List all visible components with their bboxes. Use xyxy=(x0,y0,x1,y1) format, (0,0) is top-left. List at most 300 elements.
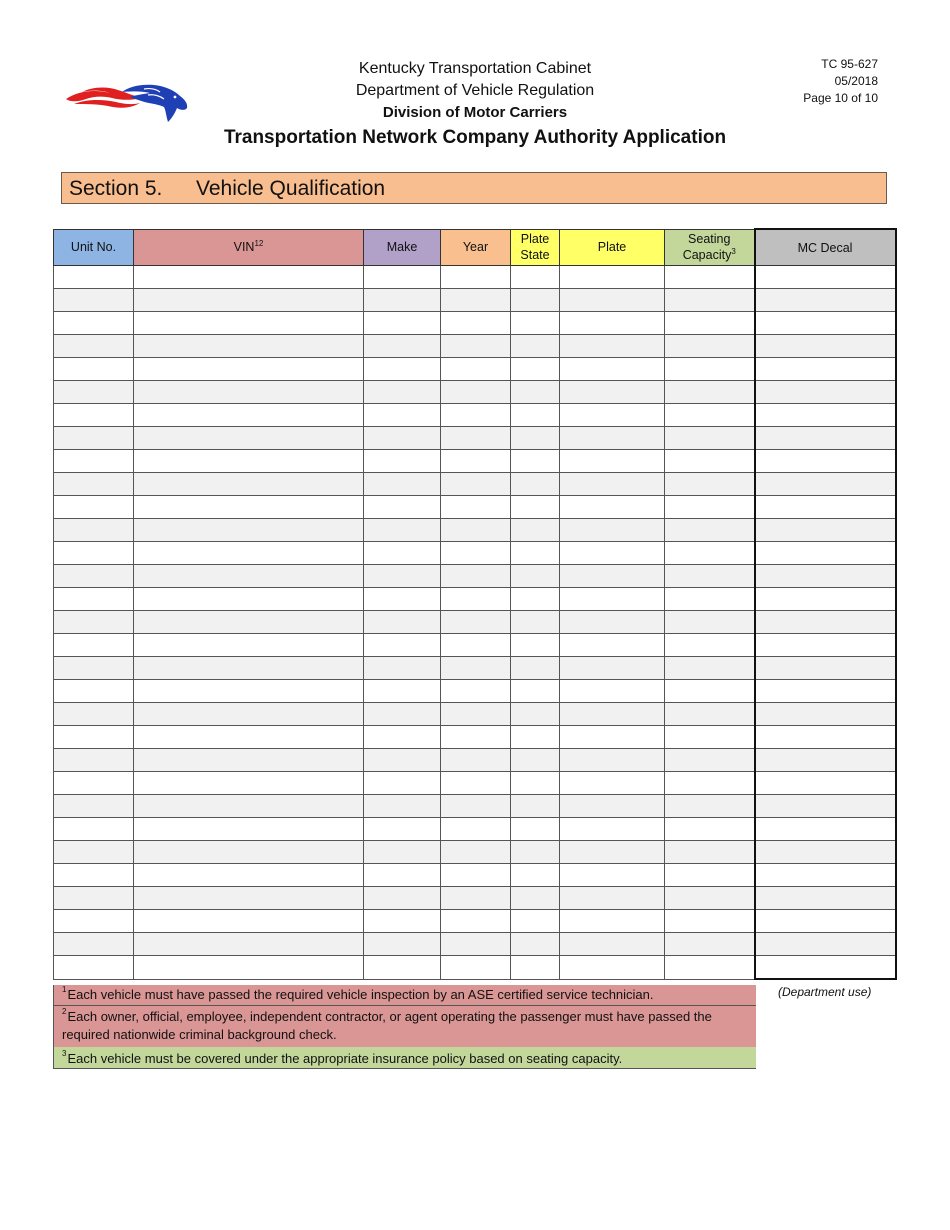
cell-make[interactable] xyxy=(364,887,441,910)
cell-mc-decal[interactable] xyxy=(755,956,896,980)
cell-vin[interactable] xyxy=(134,657,364,680)
col-header-make: Make xyxy=(364,229,441,266)
cell-unit-no[interactable] xyxy=(54,864,134,887)
cell-plate-state[interactable] xyxy=(511,841,560,864)
cell-plate[interactable] xyxy=(560,450,665,473)
cell-plate[interactable] xyxy=(560,864,665,887)
cell-year[interactable] xyxy=(441,588,511,611)
revision-date: 05/2018 xyxy=(834,74,878,88)
cell-seating-capacity[interactable] xyxy=(665,588,755,611)
cell-plate-state[interactable] xyxy=(511,266,560,289)
cell-make[interactable] xyxy=(364,864,441,887)
cell-seating-capacity[interactable] xyxy=(665,496,755,519)
cell-plate-state[interactable] xyxy=(511,519,560,542)
table-row xyxy=(54,795,896,818)
cell-make[interactable] xyxy=(364,266,441,289)
cell-plate[interactable] xyxy=(560,588,665,611)
cell-make[interactable] xyxy=(364,519,441,542)
cell-mc-decal[interactable] xyxy=(755,726,896,749)
table-row xyxy=(54,726,896,749)
cell-make[interactable] xyxy=(364,542,441,565)
cell-seating-capacity[interactable] xyxy=(665,335,755,358)
cell-seating-capacity[interactable] xyxy=(665,450,755,473)
cell-year[interactable] xyxy=(441,542,511,565)
cell-make[interactable] xyxy=(364,841,441,864)
cell-make[interactable] xyxy=(364,910,441,933)
cell-unit-no[interactable] xyxy=(54,634,134,657)
cell-plate-state[interactable] xyxy=(511,795,560,818)
cell-mc-decal[interactable] xyxy=(755,496,896,519)
table-row xyxy=(54,496,896,519)
cell-make[interactable] xyxy=(364,588,441,611)
cell-year[interactable] xyxy=(441,887,511,910)
table-row xyxy=(54,427,896,450)
cell-plate[interactable] xyxy=(560,887,665,910)
cell-plate-state[interactable] xyxy=(511,289,560,312)
col-header-vin: VIN$^{12}$ xyxy=(134,229,364,266)
cell-year[interactable] xyxy=(441,864,511,887)
cell-seating-capacity[interactable] xyxy=(665,542,755,565)
cell-mc-decal[interactable] xyxy=(755,818,896,841)
footnotes xyxy=(53,985,756,1069)
cell-mc-decal[interactable] xyxy=(755,519,896,542)
cell-mc-decal[interactable] xyxy=(755,358,896,381)
cell-plate-state[interactable] xyxy=(511,335,560,358)
cell-seating-capacity[interactable] xyxy=(665,772,755,795)
table-row xyxy=(54,841,896,864)
cell-mc-decal[interactable] xyxy=(755,611,896,634)
cell-unit-no[interactable] xyxy=(54,427,134,450)
cell-year[interactable] xyxy=(441,749,511,772)
cell-make[interactable] xyxy=(364,565,441,588)
cell-plate[interactable] xyxy=(560,634,665,657)
cell-unit-no[interactable] xyxy=(54,933,134,956)
cell-seating-capacity[interactable] xyxy=(665,427,755,450)
cell-year[interactable] xyxy=(441,634,511,657)
table-row xyxy=(54,404,896,427)
cell-year[interactable] xyxy=(441,289,511,312)
cell-unit-no[interactable] xyxy=(54,450,134,473)
col-header-mc-decal: MC Decal xyxy=(755,229,896,266)
cell-year[interactable] xyxy=(441,358,511,381)
cell-unit-no[interactable] xyxy=(54,519,134,542)
cell-vin[interactable] xyxy=(134,933,364,956)
cell-unit-no[interactable] xyxy=(54,703,134,726)
cell-mc-decal[interactable] xyxy=(755,289,896,312)
cell-vin[interactable] xyxy=(134,680,364,703)
table-row xyxy=(54,634,896,657)
cell-unit-no[interactable] xyxy=(54,772,134,795)
cell-plate-state[interactable] xyxy=(511,542,560,565)
cell-vin[interactable] xyxy=(134,473,364,496)
cell-seating-capacity[interactable] xyxy=(665,841,755,864)
cell-plate-state[interactable] xyxy=(511,818,560,841)
cell-plate-state[interactable] xyxy=(511,450,560,473)
cell-plate[interactable] xyxy=(560,611,665,634)
cell-seating-capacity[interactable] xyxy=(665,956,755,980)
cell-vin[interactable] xyxy=(134,634,364,657)
cell-year[interactable] xyxy=(441,933,511,956)
cell-unit-no[interactable] xyxy=(54,565,134,588)
cell-mc-decal[interactable] xyxy=(755,381,896,404)
cell-mc-decal[interactable] xyxy=(755,864,896,887)
cell-plate[interactable] xyxy=(560,335,665,358)
table-row xyxy=(54,381,896,404)
cell-plate-state[interactable] xyxy=(511,956,560,980)
table-row xyxy=(54,933,896,956)
cell-seating-capacity[interactable] xyxy=(665,289,755,312)
cell-unit-no[interactable] xyxy=(54,588,134,611)
cell-vin[interactable] xyxy=(134,358,364,381)
cell-seating-capacity[interactable] xyxy=(665,404,755,427)
cell-year[interactable] xyxy=(441,266,511,289)
cell-seating-capacity[interactable] xyxy=(665,749,755,772)
cell-year[interactable] xyxy=(441,611,511,634)
cell-year[interactable] xyxy=(441,956,511,980)
cell-unit-no[interactable] xyxy=(54,956,134,980)
cell-vin[interactable] xyxy=(134,381,364,404)
table-row xyxy=(54,703,896,726)
cell-unit-no[interactable] xyxy=(54,312,134,335)
cell-unit-no[interactable] xyxy=(54,818,134,841)
cell-plate[interactable] xyxy=(560,565,665,588)
cell-unit-no[interactable] xyxy=(54,266,134,289)
cell-vin[interactable] xyxy=(134,841,364,864)
cell-unit-no[interactable] xyxy=(54,542,134,565)
cell-mc-decal[interactable] xyxy=(755,404,896,427)
cell-mc-decal[interactable] xyxy=(755,473,896,496)
cell-year[interactable] xyxy=(441,910,511,933)
footnote-3: $^3$Each vehicle must be covered under the appropriate insurance policy based on seating capacity. xyxy=(53,1047,756,1069)
cell-make[interactable] xyxy=(364,795,441,818)
table-row xyxy=(54,473,896,496)
cell-plate-state[interactable] xyxy=(511,496,560,519)
cell-plate[interactable] xyxy=(560,703,665,726)
cell-plate[interactable] xyxy=(560,496,665,519)
table-row xyxy=(54,749,896,772)
cell-plate[interactable] xyxy=(560,312,665,335)
cell-unit-no[interactable] xyxy=(54,611,134,634)
cell-plate[interactable] xyxy=(560,680,665,703)
cell-plate-state[interactable] xyxy=(511,565,560,588)
cell-year[interactable] xyxy=(441,726,511,749)
cell-seating-capacity[interactable] xyxy=(665,381,755,404)
table-row xyxy=(54,887,896,910)
cell-mc-decal[interactable] xyxy=(755,450,896,473)
cell-vin[interactable] xyxy=(134,864,364,887)
cell-seating-capacity[interactable] xyxy=(665,565,755,588)
cell-plate-state[interactable] xyxy=(511,611,560,634)
cell-unit-no[interactable] xyxy=(54,841,134,864)
cell-vin[interactable] xyxy=(134,910,364,933)
cell-mc-decal[interactable] xyxy=(755,887,896,910)
cell-mc-decal[interactable] xyxy=(755,910,896,933)
cell-seating-capacity[interactable] xyxy=(665,266,755,289)
table-row xyxy=(54,358,896,381)
table-row xyxy=(54,450,896,473)
cell-plate-state[interactable] xyxy=(511,657,560,680)
cell-mc-decal[interactable] xyxy=(755,634,896,657)
cell-seating-capacity[interactable] xyxy=(665,358,755,381)
table-row xyxy=(54,542,896,565)
cell-vin[interactable] xyxy=(134,956,364,980)
cell-seating-capacity[interactable] xyxy=(665,933,755,956)
cell-plate[interactable] xyxy=(560,910,665,933)
cell-mc-decal[interactable] xyxy=(755,657,896,680)
cell-make[interactable] xyxy=(364,358,441,381)
cell-mc-decal[interactable] xyxy=(755,749,896,772)
cell-plate-state[interactable] xyxy=(511,933,560,956)
table-row xyxy=(54,680,896,703)
cell-seating-capacity[interactable] xyxy=(665,519,755,542)
cell-make[interactable] xyxy=(364,657,441,680)
cell-unit-no[interactable] xyxy=(54,887,134,910)
cell-year[interactable] xyxy=(441,335,511,358)
cell-year[interactable] xyxy=(441,473,511,496)
cell-vin[interactable] xyxy=(134,887,364,910)
cell-unit-no[interactable] xyxy=(54,404,134,427)
cell-year[interactable] xyxy=(441,496,511,519)
cell-plate[interactable] xyxy=(560,381,665,404)
cell-make[interactable] xyxy=(364,427,441,450)
cell-year[interactable] xyxy=(441,657,511,680)
cell-plate[interactable] xyxy=(560,749,665,772)
cell-unit-no[interactable] xyxy=(54,657,134,680)
cell-make[interactable] xyxy=(364,726,441,749)
cell-make[interactable] xyxy=(364,312,441,335)
table-row xyxy=(54,657,896,680)
cell-mc-decal[interactable] xyxy=(755,933,896,956)
cell-unit-no[interactable] xyxy=(54,358,134,381)
cell-plate-state[interactable] xyxy=(511,864,560,887)
cell-plate-state[interactable] xyxy=(511,749,560,772)
cell-year[interactable] xyxy=(441,381,511,404)
cell-mc-decal[interactable] xyxy=(755,542,896,565)
table-row xyxy=(54,864,896,887)
cell-unit-no[interactable] xyxy=(54,289,134,312)
cell-plate-state[interactable] xyxy=(511,726,560,749)
table-row xyxy=(54,335,896,358)
cell-plate-state[interactable] xyxy=(511,772,560,795)
table-row xyxy=(54,611,896,634)
division-name: Division of Motor Carriers xyxy=(382,104,568,121)
cell-vin[interactable] xyxy=(134,703,364,726)
cell-vin[interactable] xyxy=(134,772,364,795)
cell-year[interactable] xyxy=(441,404,511,427)
cell-mc-decal[interactable] xyxy=(755,335,896,358)
cell-seating-capacity[interactable] xyxy=(665,703,755,726)
cell-plate[interactable] xyxy=(560,358,665,381)
cell-year[interactable] xyxy=(441,680,511,703)
cell-make[interactable] xyxy=(364,956,441,980)
cell-mc-decal[interactable] xyxy=(755,565,896,588)
cell-unit-no[interactable] xyxy=(54,795,134,818)
cell-year[interactable] xyxy=(441,795,511,818)
cell-plate[interactable] xyxy=(560,404,665,427)
cell-unit-no[interactable] xyxy=(54,726,134,749)
cell-make[interactable] xyxy=(364,749,441,772)
cell-vin[interactable] xyxy=(134,312,364,335)
cell-seating-capacity[interactable] xyxy=(665,611,755,634)
cell-mc-decal[interactable] xyxy=(755,772,896,795)
cell-year[interactable] xyxy=(441,565,511,588)
table-body xyxy=(54,266,896,980)
cell-make[interactable] xyxy=(364,335,441,358)
page-number: Page 10 of 10 xyxy=(803,91,878,105)
cell-unit-no[interactable] xyxy=(54,680,134,703)
cell-year[interactable] xyxy=(441,427,511,450)
section-header xyxy=(61,172,887,204)
cell-plate-state[interactable] xyxy=(511,312,560,335)
cell-plate-state[interactable] xyxy=(511,404,560,427)
cell-vin[interactable] xyxy=(134,289,364,312)
cell-vin[interactable] xyxy=(134,542,364,565)
cell-plate-state[interactable] xyxy=(511,358,560,381)
cell-vin[interactable] xyxy=(134,726,364,749)
cell-vin[interactable] xyxy=(134,335,364,358)
section-name: Vehicle Qualification xyxy=(196,177,386,200)
cell-plate-state[interactable] xyxy=(511,703,560,726)
department-use-label: (Department use) xyxy=(778,985,872,999)
cell-seating-capacity[interactable] xyxy=(665,818,755,841)
cell-mc-decal[interactable] xyxy=(755,841,896,864)
cell-make[interactable] xyxy=(364,404,441,427)
cell-plate-state[interactable] xyxy=(511,680,560,703)
cell-vin[interactable] xyxy=(134,519,364,542)
cell-unit-no[interactable] xyxy=(54,381,134,404)
cell-mc-decal[interactable] xyxy=(755,588,896,611)
cell-seating-capacity[interactable] xyxy=(665,312,755,335)
table-row xyxy=(54,289,896,312)
cell-year[interactable] xyxy=(441,703,511,726)
cell-plate[interactable] xyxy=(560,657,665,680)
cell-mc-decal[interactable] xyxy=(755,427,896,450)
cell-year[interactable] xyxy=(441,519,511,542)
cell-unit-no[interactable] xyxy=(54,496,134,519)
cell-plate[interactable] xyxy=(560,956,665,980)
cell-plate-state[interactable] xyxy=(511,910,560,933)
cell-seating-capacity[interactable] xyxy=(665,887,755,910)
cell-plate[interactable] xyxy=(560,427,665,450)
footnote-1: $^1$Each vehicle must have passed the required vehicle inspection by an ASE certified service technician. xyxy=(53,985,756,1005)
col-header-seating-capacity: Seating Capacity$^3$ xyxy=(665,229,755,266)
table-row xyxy=(54,588,896,611)
form-header xyxy=(200,58,750,151)
cell-seating-capacity[interactable] xyxy=(665,864,755,887)
cell-plate-state[interactable] xyxy=(511,634,560,657)
cell-seating-capacity[interactable] xyxy=(665,795,755,818)
department-name: Department of Vehicle Regulation xyxy=(355,82,595,99)
cell-plate[interactable] xyxy=(560,519,665,542)
cell-vin[interactable] xyxy=(134,450,364,473)
cell-plate-state[interactable] xyxy=(511,887,560,910)
cell-plate[interactable] xyxy=(560,473,665,496)
cell-year[interactable] xyxy=(441,772,511,795)
cell-plate[interactable] xyxy=(560,289,665,312)
col-header-plate-state: Plate State xyxy=(511,229,560,266)
cell-make[interactable] xyxy=(364,634,441,657)
cell-make[interactable] xyxy=(364,611,441,634)
cell-make[interactable] xyxy=(364,772,441,795)
cell-vin[interactable] xyxy=(134,496,364,519)
cell-plate[interactable] xyxy=(560,542,665,565)
cell-seating-capacity[interactable] xyxy=(665,473,755,496)
cell-make[interactable] xyxy=(364,496,441,519)
cell-plate[interactable] xyxy=(560,726,665,749)
cell-unit-no[interactable] xyxy=(54,335,134,358)
cell-vin[interactable] xyxy=(134,404,364,427)
form-title: Transportation Network Company Authority Application xyxy=(223,127,727,148)
cell-year[interactable] xyxy=(441,818,511,841)
cell-make[interactable] xyxy=(364,680,441,703)
cell-mc-decal[interactable] xyxy=(755,312,896,335)
table-row xyxy=(54,266,896,289)
cell-seating-capacity[interactable] xyxy=(665,657,755,680)
cell-plate-state[interactable] xyxy=(511,588,560,611)
cell-plate[interactable] xyxy=(560,266,665,289)
cell-mc-decal[interactable] xyxy=(755,680,896,703)
cell-year[interactable] xyxy=(441,841,511,864)
cell-seating-capacity[interactable] xyxy=(665,680,755,703)
cell-plate[interactable] xyxy=(560,933,665,956)
form-meta xyxy=(803,56,878,107)
section-number: Section 5. xyxy=(69,177,163,200)
cell-seating-capacity[interactable] xyxy=(665,910,755,933)
cell-mc-decal[interactable] xyxy=(755,795,896,818)
cell-unit-no[interactable] xyxy=(54,749,134,772)
cell-make[interactable] xyxy=(364,381,441,404)
cell-seating-capacity[interactable] xyxy=(665,634,755,657)
cell-plate[interactable] xyxy=(560,818,665,841)
cell-mc-decal[interactable] xyxy=(755,266,896,289)
cell-mc-decal[interactable] xyxy=(755,703,896,726)
cell-year[interactable] xyxy=(441,450,511,473)
cell-plate-state[interactable] xyxy=(511,473,560,496)
cell-vin[interactable] xyxy=(134,611,364,634)
cell-make[interactable] xyxy=(364,473,441,496)
table-row xyxy=(54,772,896,795)
cell-plate-state[interactable] xyxy=(511,381,560,404)
table-row xyxy=(54,956,896,980)
cell-unit-no[interactable] xyxy=(54,910,134,933)
col-header-plate: Plate xyxy=(560,229,665,266)
cell-year[interactable] xyxy=(441,312,511,335)
cell-vin[interactable] xyxy=(134,749,364,772)
cell-seating-capacity[interactable] xyxy=(665,726,755,749)
cell-vin[interactable] xyxy=(134,427,364,450)
cell-vin[interactable] xyxy=(134,266,364,289)
cell-make[interactable] xyxy=(364,450,441,473)
cell-plate[interactable] xyxy=(560,795,665,818)
cell-make[interactable] xyxy=(364,703,441,726)
cell-vin[interactable] xyxy=(134,565,364,588)
cell-make[interactable] xyxy=(364,818,441,841)
col-header-unit-no: Unit No. xyxy=(54,229,134,266)
cell-vin[interactable] xyxy=(134,818,364,841)
cell-vin[interactable] xyxy=(134,795,364,818)
table-row xyxy=(54,910,896,933)
cell-make[interactable] xyxy=(364,289,441,312)
cell-plate[interactable] xyxy=(560,841,665,864)
vehicle-table xyxy=(53,228,897,980)
cell-vin[interactable] xyxy=(134,588,364,611)
cell-unit-no[interactable] xyxy=(54,473,134,496)
cell-plate-state[interactable] xyxy=(511,427,560,450)
cell-make[interactable] xyxy=(364,933,441,956)
cell-plate[interactable] xyxy=(560,772,665,795)
agency-name: Kentucky Transportation Cabinet xyxy=(358,60,592,77)
form-number: TC 95-627 xyxy=(821,57,878,71)
